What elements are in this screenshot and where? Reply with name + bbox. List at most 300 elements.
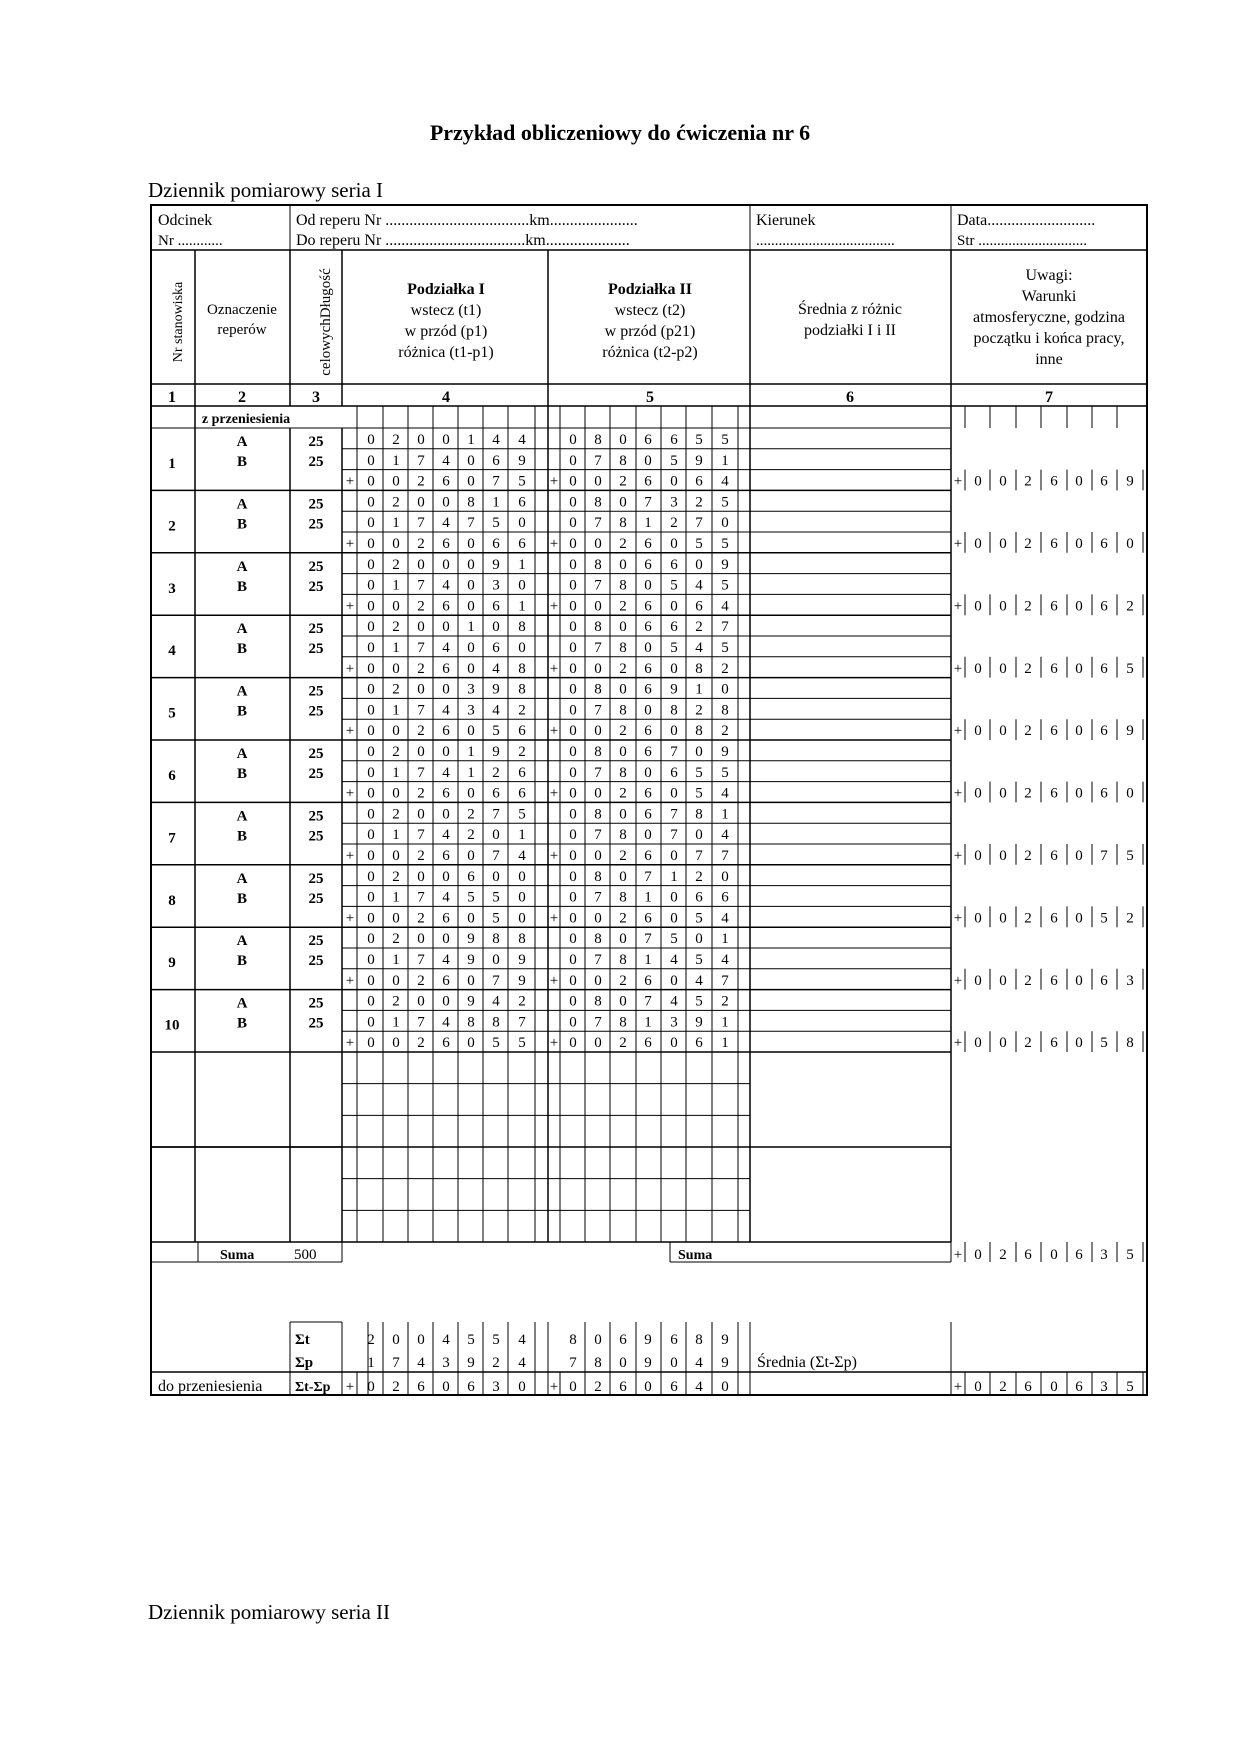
plus-sign: + xyxy=(549,598,559,615)
sight-length-b: 25 xyxy=(308,766,324,782)
digit: 1 xyxy=(467,764,475,781)
srednia-label: Średnia (Σt-Σp) xyxy=(757,1354,857,1371)
digit: 0 xyxy=(367,473,375,490)
digit: 8 xyxy=(695,723,703,740)
digit: 0 xyxy=(392,660,400,677)
digit: 7 xyxy=(417,889,425,906)
digit: 1 xyxy=(392,952,400,968)
digit: 1 xyxy=(721,1035,729,1052)
digit: 0 xyxy=(392,598,400,615)
column-number: 4 xyxy=(442,389,450,406)
digit: 8 xyxy=(619,764,627,781)
digit: 4 xyxy=(670,993,678,1010)
digit: 1 xyxy=(695,681,703,698)
digit: 0 xyxy=(1075,1035,1083,1052)
digit: 2 xyxy=(619,848,627,864)
digit: 0 xyxy=(619,993,627,1010)
digit: 5 xyxy=(1100,1035,1108,1052)
digit: 0 xyxy=(644,452,652,469)
digit: 2 xyxy=(721,660,729,677)
digit: 1 xyxy=(467,432,475,448)
digit: 0 xyxy=(518,868,526,885)
digit: 2 xyxy=(417,1035,425,1052)
digit: 0 xyxy=(569,1379,577,1395)
plus-sign: + xyxy=(345,910,355,927)
digit: 6 xyxy=(442,1035,450,1052)
digit: 6 xyxy=(644,598,652,615)
digit: 0 xyxy=(367,556,375,573)
digit: 7 xyxy=(644,868,652,885)
digit: 0 xyxy=(999,473,1007,490)
digit: 3 xyxy=(670,1014,678,1031)
podzialka-2-header: różnica (t2-p2) xyxy=(602,344,698,361)
digit: 6 xyxy=(1050,660,1058,677)
digit: 2 xyxy=(392,931,400,948)
station-number: 7 xyxy=(168,830,176,847)
digit: 0 xyxy=(670,910,678,927)
digit: 0 xyxy=(442,619,450,636)
digit: 2 xyxy=(467,827,475,844)
digit: 8 xyxy=(492,1014,500,1031)
digit: 3 xyxy=(467,702,475,719)
digit: 0 xyxy=(569,1035,577,1052)
digit: 0 xyxy=(392,1332,400,1348)
digit: 0 xyxy=(569,452,577,469)
digit: 0 xyxy=(367,952,375,968)
digit: 3 xyxy=(1100,1247,1108,1263)
digit: 7 xyxy=(417,577,425,594)
digit: 0 xyxy=(619,619,627,636)
srednia-header: podziałki I i II xyxy=(804,322,896,339)
digit: 0 xyxy=(569,806,577,823)
digit: 5 xyxy=(492,889,500,906)
plus-sign: + xyxy=(549,473,559,490)
station-benchmark-a: A xyxy=(236,434,248,450)
sight-length-a: 25 xyxy=(308,746,324,762)
digit: 6 xyxy=(695,889,703,906)
digit: 0 xyxy=(367,744,375,760)
digit: 4 xyxy=(442,640,450,656)
digit: 4 xyxy=(492,432,500,448)
digit: 6 xyxy=(670,1332,678,1348)
digit: 8 xyxy=(569,1332,577,1348)
digit: 7 xyxy=(467,515,475,532)
digit: 1 xyxy=(392,452,400,469)
digit: 2 xyxy=(619,598,627,615)
digit: 8 xyxy=(594,494,602,511)
digit: 0 xyxy=(367,536,375,552)
digit: 9 xyxy=(467,1355,475,1371)
digit: 2 xyxy=(1024,848,1032,864)
measurement-log-table xyxy=(150,204,1148,1396)
digit: 0 xyxy=(392,536,400,552)
plus-sign: + xyxy=(345,723,355,740)
digit: 6 xyxy=(1050,972,1058,989)
digit: 0 xyxy=(1075,972,1083,989)
digit: 0 xyxy=(442,494,450,511)
digit: 0 xyxy=(569,640,577,656)
plus-sign: + xyxy=(953,536,963,552)
uwagi-header: początku i końca pracy, xyxy=(973,330,1125,347)
plus-sign: + xyxy=(549,848,559,864)
digit: 2 xyxy=(392,432,400,448)
digit: 0 xyxy=(518,577,526,594)
digit: 6 xyxy=(1100,473,1108,490)
uwagi-header: Uwagi: xyxy=(1025,267,1073,284)
digit: 9 xyxy=(518,952,526,968)
digit: 3 xyxy=(492,577,500,594)
sight-length-a: 25 xyxy=(308,434,324,450)
digit: 7 xyxy=(1100,848,1108,864)
digit: 8 xyxy=(670,702,678,719)
digit: 9 xyxy=(695,1014,703,1031)
digit: 4 xyxy=(721,598,729,615)
digit: 8 xyxy=(594,931,602,948)
digit: 0 xyxy=(367,1014,375,1031)
digit: 0 xyxy=(492,868,500,885)
dlugosc-header: celowychDługość xyxy=(318,268,334,376)
digit: 8 xyxy=(518,681,526,698)
digit: 0 xyxy=(367,827,375,844)
digit: 9 xyxy=(492,681,500,698)
digit: 8 xyxy=(594,806,602,823)
digit: 5 xyxy=(1126,1247,1134,1263)
digit: 0 xyxy=(569,744,577,760)
kierunek-label: Kierunek xyxy=(756,212,816,229)
digit: 6 xyxy=(1100,785,1108,802)
digit: 6 xyxy=(1100,723,1108,740)
station-benchmark-a: A xyxy=(236,746,248,762)
digit: 0 xyxy=(974,785,982,802)
digit: 0 xyxy=(367,723,375,740)
column-number: 3 xyxy=(312,389,320,406)
plus-sign: + xyxy=(953,848,963,864)
digit: 9 xyxy=(644,1355,652,1371)
station-benchmark-a: A xyxy=(236,621,248,638)
digit: 6 xyxy=(644,744,652,760)
digit: 4 xyxy=(518,432,526,448)
digit: 0 xyxy=(392,785,400,802)
digit: 8 xyxy=(594,681,602,698)
digit: 7 xyxy=(569,1355,577,1371)
digit: 4 xyxy=(695,1355,703,1371)
digit: 6 xyxy=(1100,660,1108,677)
digit: 6 xyxy=(442,723,450,740)
digit: 0 xyxy=(619,556,627,573)
digit: 4 xyxy=(442,1014,450,1031)
digit: 6 xyxy=(467,1379,475,1395)
plus-sign: + xyxy=(953,910,963,927)
digit: 1 xyxy=(721,806,729,823)
digit: 8 xyxy=(619,452,627,469)
digit: 8 xyxy=(619,889,627,906)
digit: 0 xyxy=(442,993,450,1010)
digit: 9 xyxy=(644,1332,652,1348)
digit: 0 xyxy=(569,660,577,677)
digit: 2 xyxy=(619,910,627,927)
digit: 8 xyxy=(619,702,627,719)
digit: 0 xyxy=(670,723,678,740)
digit: 0 xyxy=(721,868,729,885)
digit: 7 xyxy=(594,702,602,719)
digit: 0 xyxy=(644,702,652,719)
digit: 0 xyxy=(670,660,678,677)
digit: 0 xyxy=(367,452,375,469)
digit: 4 xyxy=(442,827,450,844)
station-benchmark-a: A xyxy=(236,558,248,575)
plus-sign: + xyxy=(953,723,963,740)
digit: 0 xyxy=(1075,723,1083,740)
digit: 0 xyxy=(695,556,703,573)
sight-length-b: 25 xyxy=(308,703,324,720)
digit: 2 xyxy=(619,536,627,552)
column-number: 2 xyxy=(238,389,246,406)
digit: 2 xyxy=(417,598,425,615)
digit: 3 xyxy=(442,1355,450,1371)
digit: 0 xyxy=(721,1379,729,1395)
digit: 0 xyxy=(569,494,577,511)
digit: 0 xyxy=(974,536,982,552)
station-benchmark-b: B xyxy=(236,578,248,595)
digit: 2 xyxy=(695,494,703,511)
plus-sign: + xyxy=(345,660,355,677)
digit: 0 xyxy=(1075,660,1083,677)
suma-length: 500 xyxy=(294,1247,317,1263)
digit: 2 xyxy=(392,868,400,885)
station-number: 9 xyxy=(168,955,176,972)
digit: 4 xyxy=(695,1379,703,1395)
digit: 0 xyxy=(367,660,375,677)
station-benchmark-b: B xyxy=(236,953,248,970)
digit: 7 xyxy=(417,1014,425,1031)
digit: 6 xyxy=(644,848,652,864)
digit: 2 xyxy=(417,910,425,927)
station-number: 3 xyxy=(168,580,176,597)
digit: 2 xyxy=(392,1379,400,1395)
digit: 5 xyxy=(695,785,703,802)
digit: 6 xyxy=(644,681,652,698)
digit: 3 xyxy=(670,494,678,511)
digit: 7 xyxy=(417,952,425,968)
digit: 0 xyxy=(974,723,982,740)
station-benchmark-b: B xyxy=(236,828,248,845)
digit: 2 xyxy=(695,868,703,885)
digit: 0 xyxy=(367,1379,375,1395)
digit: 6 xyxy=(492,785,500,802)
digit: 0 xyxy=(417,993,425,1010)
digit: 0 xyxy=(569,848,577,864)
digit: 5 xyxy=(695,764,703,781)
plus-sign: + xyxy=(549,660,559,677)
digit: 5 xyxy=(492,1035,500,1052)
digit: 0 xyxy=(467,536,475,552)
digit: 4 xyxy=(442,1332,450,1348)
digit: 7 xyxy=(721,848,729,864)
digit: 6 xyxy=(1100,536,1108,552)
station-benchmark-a: A xyxy=(236,933,248,950)
digit: 0 xyxy=(619,432,627,448)
digit: 6 xyxy=(695,473,703,490)
station-benchmark-a: A xyxy=(236,683,248,700)
srednia-header: Średnia z różnic xyxy=(798,301,902,318)
digit: 0 xyxy=(670,889,678,906)
plus-sign: + xyxy=(953,473,963,490)
digit: 2 xyxy=(417,785,425,802)
digit: 5 xyxy=(492,1332,500,1348)
digit: 0 xyxy=(569,952,577,968)
digit: 4 xyxy=(442,764,450,781)
digit: 2 xyxy=(392,806,400,823)
digit: 1 xyxy=(644,515,652,532)
digit: 0 xyxy=(619,494,627,511)
station-number: 5 xyxy=(168,705,176,722)
digit: 1 xyxy=(721,1014,729,1031)
digit: 7 xyxy=(644,494,652,511)
digit: 4 xyxy=(695,972,703,989)
digit: 2 xyxy=(417,536,425,552)
digit: 0 xyxy=(367,702,375,719)
digit: 9 xyxy=(721,1332,729,1348)
podzialka-2-header: wstecz (t2) xyxy=(614,302,686,319)
digit: 0 xyxy=(492,827,500,844)
digit: 2 xyxy=(695,619,703,636)
digit: 5 xyxy=(492,723,500,740)
digit: 0 xyxy=(619,744,627,760)
station-number: 4 xyxy=(168,643,176,660)
digit: 7 xyxy=(721,619,729,636)
plus-sign: + xyxy=(549,785,559,802)
digit: 0 xyxy=(619,806,627,823)
digit: 7 xyxy=(417,764,425,781)
digit: 2 xyxy=(721,723,729,740)
digit: 0 xyxy=(569,619,577,636)
station-number: 1 xyxy=(168,456,176,472)
sight-length-b: 25 xyxy=(308,953,324,970)
digit: 2 xyxy=(417,723,425,740)
plus-sign: + xyxy=(345,972,355,989)
digit: 6 xyxy=(1075,1247,1083,1263)
digit: 0 xyxy=(569,681,577,698)
digit: 6 xyxy=(670,764,678,781)
digit: 5 xyxy=(695,910,703,927)
digit: 5 xyxy=(492,910,500,927)
oznaczenie-header: reperów xyxy=(217,322,267,338)
plus-sign: + xyxy=(345,848,355,864)
sight-length-a: 25 xyxy=(308,933,324,950)
sight-length-b: 25 xyxy=(308,516,324,533)
digit: 6 xyxy=(619,1332,627,1348)
column-number: 7 xyxy=(1045,389,1053,406)
digit: 0 xyxy=(417,1332,425,1348)
sight-length-a: 25 xyxy=(308,496,324,513)
digit: 1 xyxy=(392,515,400,532)
digit: 0 xyxy=(594,660,602,677)
plus-sign: + xyxy=(953,1035,963,1052)
digit: 0 xyxy=(974,598,982,615)
digit: 2 xyxy=(1126,910,1134,927)
digit: 1 xyxy=(518,556,526,573)
digit: 0 xyxy=(417,931,425,948)
sight-length-a: 25 xyxy=(308,558,324,575)
digit: 6 xyxy=(1050,473,1058,490)
digit: 0 xyxy=(467,910,475,927)
digit: 9 xyxy=(721,744,729,760)
digit: 0 xyxy=(392,848,400,864)
plus-sign: + xyxy=(549,1379,559,1395)
od-reperu-label: Od reperu Nr ....................................km...................... xyxy=(296,212,638,229)
digit: 6 xyxy=(1024,1379,1032,1395)
digit: 9 xyxy=(1126,723,1134,740)
digit: 0 xyxy=(467,785,475,802)
digit: 6 xyxy=(1050,598,1058,615)
suma-label: Suma xyxy=(220,1248,255,1263)
digit: 1 xyxy=(644,889,652,906)
digit: 4 xyxy=(670,952,678,968)
digit: 9 xyxy=(518,972,526,989)
station-benchmark-a: A xyxy=(236,496,248,513)
digit: 9 xyxy=(467,931,475,948)
digit: 0 xyxy=(417,744,425,760)
digit: 9 xyxy=(467,952,475,968)
digit: 2 xyxy=(417,972,425,989)
digit: 0 xyxy=(467,577,475,594)
station-benchmark-b: B xyxy=(236,890,248,907)
digit: 2 xyxy=(518,702,526,719)
digit: 1 xyxy=(644,952,652,968)
digit: 5 xyxy=(670,931,678,948)
digit: 0 xyxy=(974,473,982,490)
digit: 6 xyxy=(670,619,678,636)
sight-length-b: 25 xyxy=(308,1015,324,1032)
digit: 0 xyxy=(670,598,678,615)
digit: 0 xyxy=(569,764,577,781)
digit: 6 xyxy=(644,723,652,740)
digit: 0 xyxy=(1075,848,1083,864)
digit: 0 xyxy=(467,723,475,740)
digit: 0 xyxy=(442,681,450,698)
digit: 3 xyxy=(1126,972,1134,989)
digit: 6 xyxy=(442,598,450,615)
digit: 6 xyxy=(518,764,526,781)
digit: 0 xyxy=(1075,598,1083,615)
digit: 0 xyxy=(367,806,375,823)
digit: 6 xyxy=(492,452,500,469)
digit: 8 xyxy=(619,827,627,844)
digit: 0 xyxy=(442,744,450,760)
digit: 0 xyxy=(670,848,678,864)
digit: 6 xyxy=(619,1379,627,1395)
digit: 0 xyxy=(974,1247,982,1263)
digit: 6 xyxy=(644,972,652,989)
digit: 2 xyxy=(417,660,425,677)
digit: 4 xyxy=(695,640,703,656)
digit: 0 xyxy=(367,993,375,1010)
digit: 3 xyxy=(1100,1379,1108,1395)
sight-length-a: 25 xyxy=(308,808,324,825)
digit: 5 xyxy=(721,494,729,511)
digit: 7 xyxy=(417,640,425,656)
digit: 6 xyxy=(644,910,652,927)
digit: 7 xyxy=(644,931,652,948)
digit: 0 xyxy=(999,910,1007,927)
nr-stanowiska-header: Nr stanowiska xyxy=(171,281,186,363)
digit: 0 xyxy=(1075,785,1083,802)
digit: 7 xyxy=(594,577,602,594)
digit: 0 xyxy=(442,868,450,885)
sum-p-label: Σp xyxy=(295,1355,314,1371)
digit: 0 xyxy=(467,660,475,677)
digit: 1 xyxy=(518,827,526,844)
